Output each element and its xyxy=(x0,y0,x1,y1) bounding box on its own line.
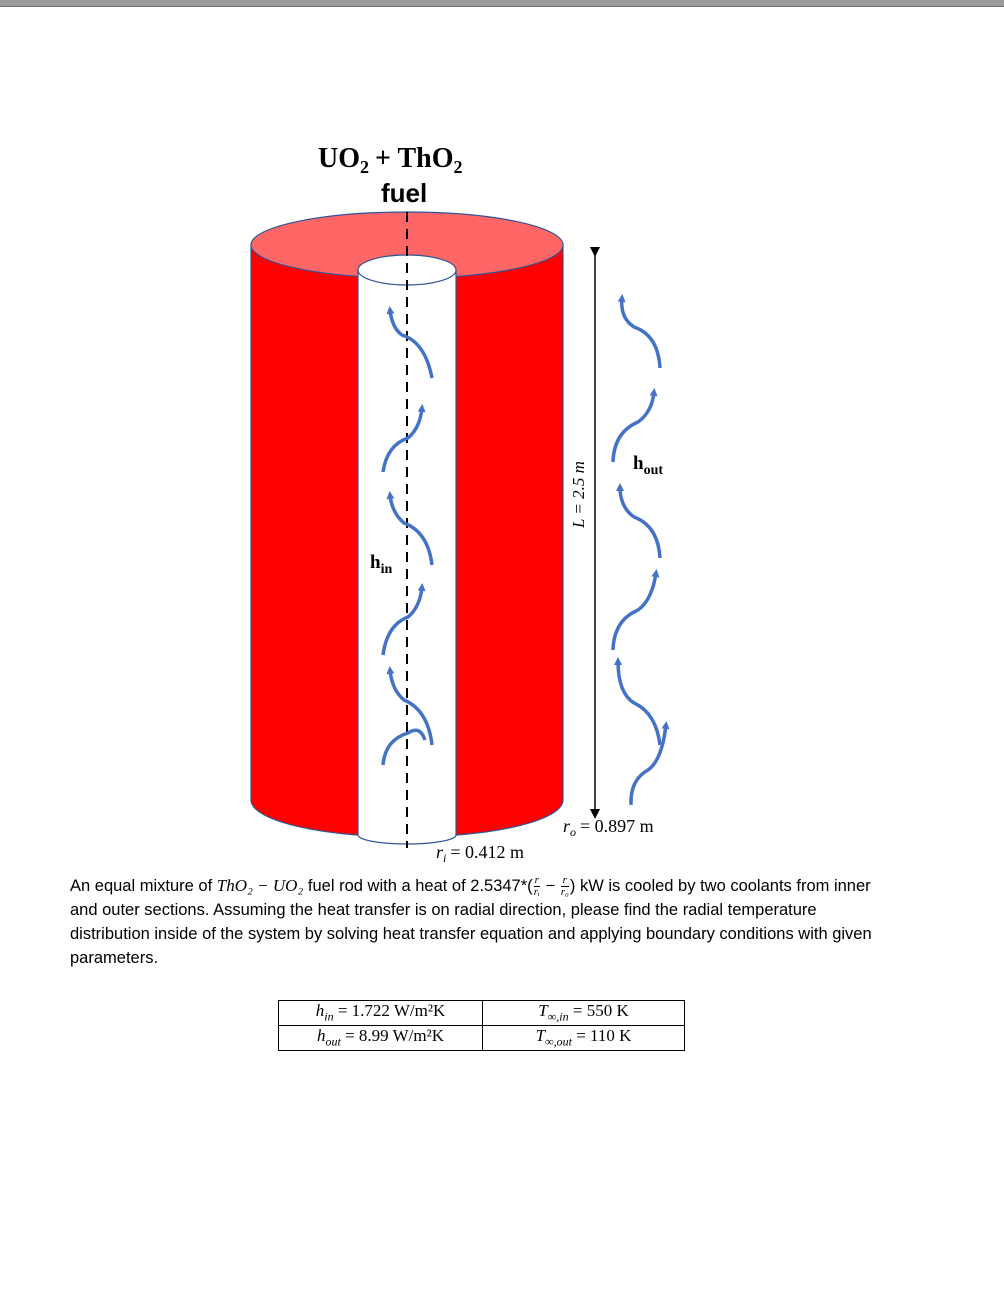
fraction-r-over-ri: $\frac{r}{\text{rᵢ}}$ xyxy=(533,874,540,899)
title-fuel-formula: $UO_2 + ThO_2$ xyxy=(318,143,463,177)
problem-rest: from inner and outer sections. Assuming the heat transfer is on radial direction, please find the radial temperature distribution inside of the system by solving heat transfer equation and applying boundary conditions with given parameters. xyxy=(70,877,872,968)
t-out-cell: $T_{\infty,out} = 110$ K xyxy=(483,1026,685,1051)
flow-arrow-icon xyxy=(622,298,660,368)
h-in-cell: $h_{in} = 1.722$ W/m²K xyxy=(279,1001,483,1026)
parameters-table xyxy=(278,1000,685,1051)
h-out-label: $h_{out}$ xyxy=(633,453,664,478)
inner-radius-label: $r_i = 0.412$ m xyxy=(436,842,525,865)
problem-text xyxy=(70,874,900,970)
problem-close: ) kW is cooled by two coolants xyxy=(569,877,792,895)
flow-arrow-icon xyxy=(631,725,666,805)
flow-arrow-icon xyxy=(613,573,656,650)
problem-statement xyxy=(70,874,900,970)
mixture-formula: ThO₂ − UO₂ xyxy=(216,876,304,895)
table-row xyxy=(279,1001,685,1026)
h-in-label: $h_{in}$ xyxy=(370,552,393,577)
subtitle-fuel: fuel xyxy=(381,178,428,208)
outer-radius-label: $r_o = 0.897$ m xyxy=(563,816,654,839)
t-in-cell: $T_{\infty,in} = 550$ K xyxy=(483,1001,685,1026)
flow-arrow-icon xyxy=(620,487,660,558)
h-out-cell: $h_{out} = 8.99$ W/m²K xyxy=(279,1026,483,1051)
fraction-r-over-ro: $\frac{r}{\text{r₀}}$ xyxy=(560,874,569,899)
outer-flow-arrows xyxy=(613,298,666,805)
length-label: L = 2.5 m xyxy=(569,461,588,528)
flow-arrow-icon xyxy=(613,392,654,462)
problem-mid: fuel rod with a heat of 2.5347*( xyxy=(303,877,533,895)
table-row xyxy=(279,1026,685,1051)
flow-arrow-icon xyxy=(618,661,660,745)
problem-intro: An equal mixture of xyxy=(70,877,217,895)
minus-sign: − xyxy=(540,877,560,895)
